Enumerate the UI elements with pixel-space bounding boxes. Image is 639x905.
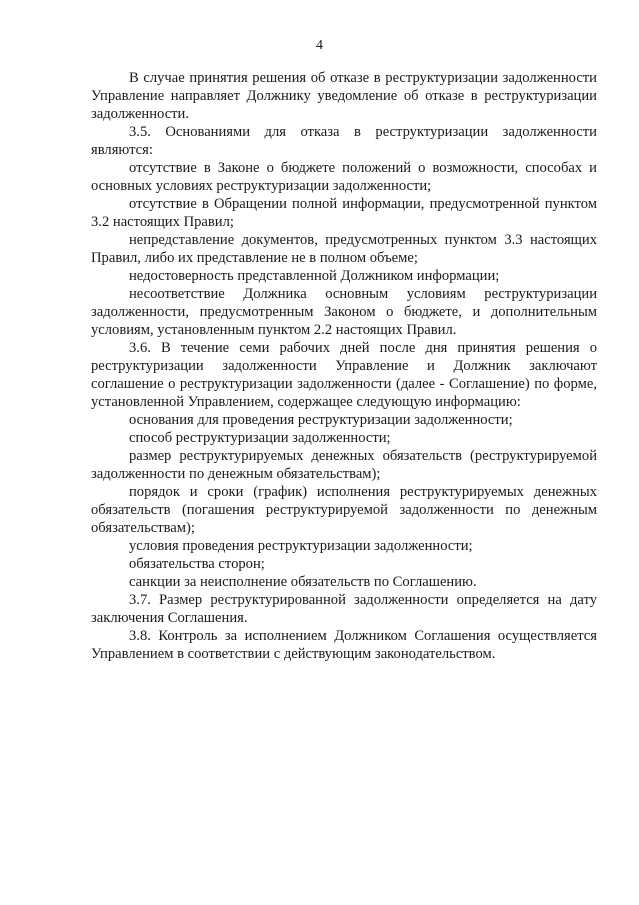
paragraph-3-6-item-7: санкции за неисполнение обязательств по Соглашению. [129,574,477,590]
paragraph-refusal-notice: В случае принятия решения об отказе в реструктуризации задолженности Управление направляет Должнику уведомление об отказе в реструктуризации задолженности. [91,70,597,122]
paragraph-3-7: 3.7. Размер реструктурированной задолженности определяется на дату заключения Соглашения. [91,592,597,626]
paragraph-3-8: 3.8. Контроль за исполнением Должником Соглашения осуществляется Управлением в соответствии с действующим законодательством. [91,628,597,662]
paragraph-3-6-item-5: условия проведения реструктуризации задолженности; [129,538,473,554]
paragraph-3-6-item-6: обязательства сторон; [129,556,265,572]
paragraph-3-5-heading: 3.5. Основаниями для отказа в реструктуризации задолженности являются: [91,124,597,158]
paragraph-3-6-item-4: порядок и сроки (график) исполнения реструктурируемых денежных обязательств (погашения реструктурируемой задолженности по денежным обязательствам); [91,484,597,536]
page-number: 4 [316,38,323,53]
paragraph-3-5-item-3: непредставление документов, предусмотренных пунктом 3.3 настоящих Правил, либо их представление не в полном объеме; [91,232,597,266]
paragraph-3-5-item-2: отсутствие в Обращении полной информации, предусмотренной пунктом 3.2 настоящих Правил; [91,196,597,230]
paragraph-3-6-item-1: основания для проведения реструктуризации задолженности; [129,412,513,428]
paragraph-3-5-item-5: несоответствие Должника основным условиям реструктуризации задолженности, предусмотренным Законом о бюджете, и дополнительным условиям, установленным пунктом 2.2 настоящих Правил. [91,286,597,338]
paragraph-3-5-item-1: отсутствие в Законе о бюджете положений о возможности, способах и основных условиях реструктуризации задолженности; [91,160,597,194]
document-body [91,69,597,663]
paragraph-3-6-item-3: размер реструктурируемых денежных обязательств (реструктурируемой задолженности по денежным обязательствам); [91,448,597,482]
paragraph-3-5-item-4: недостоверность представленной Должником информации; [129,268,500,284]
paragraph-3-6-item-2: способ реструктуризации задолженности; [129,430,391,446]
paragraph-3-6-heading: 3.6. В течение семи рабочих дней после дня принятия решения о реструктуризации задолженности Управление и Должник заключают соглашение о реструктуризации задолженности (далее - Соглашение) по форме, установленной Управлением, содержащее следующую информацию: [91,340,597,410]
